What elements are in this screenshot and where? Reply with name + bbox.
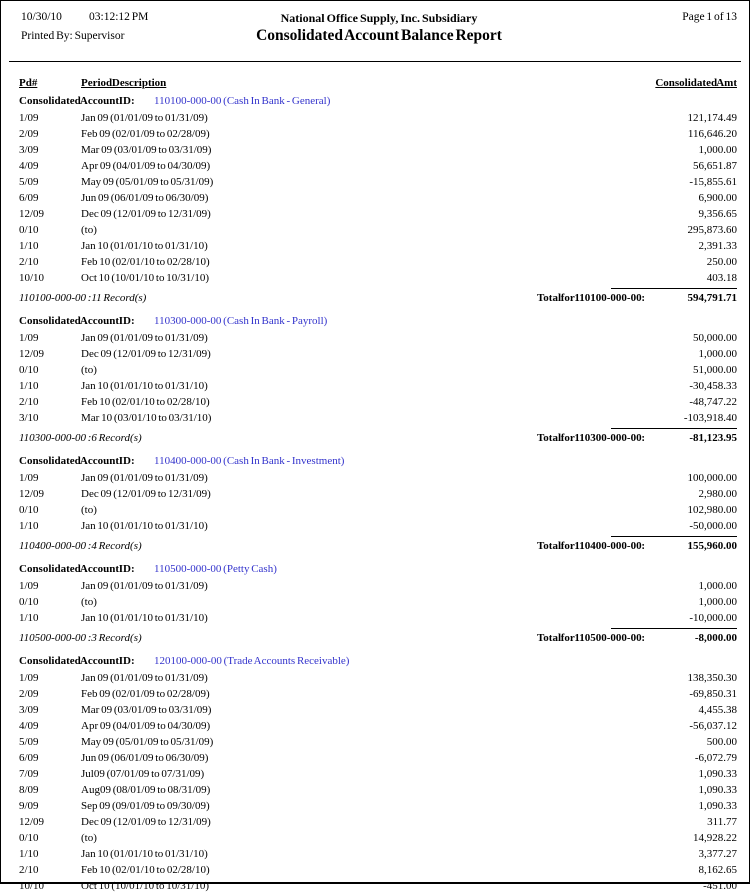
period-row [1,270,749,286]
period-row [1,518,749,534]
account-description: (Cash In Bank - General) [223,95,331,107]
period-row [1,610,749,626]
period-description: (to) [81,596,97,608]
period-description: Jan 10 (01/01/10 to 01/31/10) [81,520,208,532]
period-number: 1/09 [19,112,39,124]
period-row [1,346,749,362]
period-number: 12/09 [19,816,45,828]
consolidated-amount: -15,855.61 [689,176,737,188]
record-count: 110100-000-00 :11 Record(s) [19,292,147,304]
account-link[interactable] [154,561,737,578]
total-amount: 155,960.00 [687,540,737,552]
account-header [1,653,749,670]
account-description: (Cash In Bank - Payroll) [223,315,328,327]
period-number: 0/10 [19,364,39,376]
consolidated-amount: -103,918.40 [683,412,737,424]
period-number: 2/10 [19,864,39,876]
total-amount: -8,000.00 [694,632,737,644]
period-description: May 09 (05/01/09 to 05/31/09) [81,176,214,188]
consolidated-amount: 121,174.49 [687,112,737,124]
period-description: (to) [81,832,97,844]
period-number: 1/09 [19,580,39,592]
period-row [1,486,749,502]
account-section [1,313,749,446]
period-number: 12/09 [19,348,45,360]
account-id-label: Consolidated Account ID: [19,655,135,667]
period-row [1,206,749,222]
consolidated-amount: 8,162.65 [698,864,737,876]
period-description: Jul09 (07/01/09 to 07/31/09) [81,768,205,780]
account-id: 110300-000-00 [154,315,222,327]
period-number: 2/09 [19,688,39,700]
period-number: 2/09 [19,128,39,140]
period-number: 1/10 [19,848,39,860]
period-number: 6/09 [19,752,39,764]
period-description: Mar 09 (03/01/09 to 03/31/09) [81,144,212,156]
consolidated-amount: -10,000.00 [689,612,737,624]
period-description: Jan 09 (01/01/09 to 01/31/09) [81,332,208,344]
period-number: 0/10 [19,504,39,516]
section-total-row [1,627,749,646]
period-number: 3/09 [19,704,39,716]
account-header [1,453,749,470]
account-description: (Petty Cash) [223,563,277,575]
consolidated-amount: 50,000.00 [693,332,737,344]
consolidated-amount: 6,900.00 [698,192,737,204]
consolidated-amount: 403.18 [706,272,737,284]
period-row [1,686,749,702]
consolidated-amount: -56,037.12 [689,720,737,732]
total-label: Total for 110500-000-00 : [536,632,645,644]
period-row [1,502,749,518]
section-total-row [1,535,749,554]
account-id-label: Consolidated Account ID: [19,95,135,107]
period-row [1,734,749,750]
period-description: (to) [81,224,97,236]
account-header [1,561,749,578]
account-id-label: Consolidated Account ID: [19,563,135,575]
printed-by: Printed By: Supervisor [21,30,125,42]
consolidated-amount: 4,455.38 [698,704,737,716]
record-count: 110300-000-00 :6 Record(s) [19,432,142,444]
period-number: 6/09 [19,192,39,204]
period-number: 2/10 [19,396,39,408]
period-description: Jun 09 (06/01/09 to 06/30/09) [81,752,209,764]
period-number: 5/09 [19,736,39,748]
period-row [1,750,749,766]
period-row [1,126,749,142]
period-row [1,594,749,610]
period-number: 3/10 [19,412,39,424]
consolidated-amount: -30,458.33 [689,380,737,392]
period-description: Jan 10 (01/01/10 to 01/31/10) [81,380,208,392]
header-divider [9,61,741,62]
period-description: Jan 10 (01/01/10 to 01/31/10) [81,612,208,624]
account-id-label: Consolidated Account ID: [19,455,135,467]
account-id: 110500-000-00 [154,563,222,575]
consolidated-amount: 9,356.65 [698,208,737,220]
period-description: Apr 09 (04/01/09 to 04/30/09) [81,720,211,732]
period-number: 1/09 [19,672,39,684]
period-number: 10/10 [19,880,45,892]
period-row [1,830,749,846]
consolidated-amount: 1,090.33 [698,768,737,780]
account-description: (Trade Accounts Receivable) [223,655,350,667]
account-link[interactable] [154,453,737,470]
account-header [1,313,749,330]
period-description: Oct 10 (10/01/10 to 10/31/10) [81,880,209,892]
period-description: Dec 09 (12/01/09 to 12/31/09) [81,488,211,500]
header-line-2 [21,27,737,49]
period-number: 0/10 [19,224,39,236]
account-header [1,93,749,110]
report-title: Consolidated Account Balance Report [256,27,502,44]
period-row [1,362,749,378]
consolidated-amount: 51,000.00 [693,364,737,376]
period-row [1,862,749,878]
period-description: May 09 (05/01/09 to 05/31/09) [81,736,214,748]
period-description: Feb 10 (02/01/10 to 02/28/10) [81,396,210,408]
consolidated-amount: 1,000.00 [698,580,737,592]
consolidated-amount: 500.00 [706,736,737,748]
period-row [1,238,749,254]
period-row [1,110,749,126]
period-row [1,158,749,174]
period-row [1,702,749,718]
period-number: 1/09 [19,332,39,344]
period-number: 1/10 [19,520,39,532]
consolidated-amount: -451.00 [703,880,737,892]
account-id: 110100-000-00 [154,95,222,107]
period-row [1,782,749,798]
period-row [1,190,749,206]
column-header-pd: Pd# [19,77,38,89]
period-description: Feb 10 (02/01/10 to 02/28/10) [81,256,210,268]
consolidated-amount: -48,747.22 [689,396,737,408]
total-label: Total for 110300-000-00 : [536,432,645,444]
consolidated-amount: 14,928.22 [693,832,737,844]
period-row [1,670,749,686]
record-count: 110500-000-00 :3 Record(s) [19,632,142,644]
consolidated-amount: 3,377.27 [698,848,737,860]
account-link[interactable] [154,653,737,670]
consolidated-amount: 1,000.00 [698,348,737,360]
period-row [1,846,749,862]
period-description: Jan 09 (01/01/09 to 01/31/09) [81,472,208,484]
period-description: Jan 10 (01/01/10 to 01/31/10) [81,848,208,860]
period-description: Jan 10 (01/01/10 to 01/31/10) [81,240,208,252]
period-number: 0/10 [19,596,39,608]
account-link[interactable] [154,313,737,330]
print-date: 10/30/10 [21,11,62,23]
period-row [1,142,749,158]
period-row [1,578,749,594]
column-headers [1,75,749,91]
period-row [1,814,749,830]
period-description: Feb 09 (02/01/09 to 02/28/09) [81,688,210,700]
period-description: Jan 09 (01/01/09 to 01/31/09) [81,672,208,684]
record-count: 110400-000-00 :4 Record(s) [19,540,142,552]
period-description: Jan 09 (01/01/09 to 01/31/09) [81,580,208,592]
period-description: Dec 09 (12/01/09 to 12/31/09) [81,348,211,360]
period-number: 1/09 [19,472,39,484]
consolidated-amount: 116,646.20 [687,128,737,140]
period-row [1,222,749,238]
consolidated-amount: 1,090.33 [698,784,737,796]
period-row [1,410,749,426]
total-label: Total for 110100-000-00 : [536,292,645,304]
period-number: 12/09 [19,488,45,500]
total-divider [611,536,737,537]
account-description: (Cash In Bank - Investment) [223,455,345,467]
period-number: 5/09 [19,176,39,188]
consolidated-amount: 1,090.33 [698,800,737,812]
period-number: 3/09 [19,144,39,156]
total-divider [611,428,737,429]
consolidated-amount: 295,873.60 [687,224,737,236]
total-amount: 594,791.71 [687,292,737,304]
report-header [1,11,749,49]
consolidated-amount: 1,000.00 [698,144,737,156]
period-row [1,470,749,486]
period-number: 9/09 [19,800,39,812]
period-number: 7/09 [19,768,39,780]
period-description: (to) [81,504,97,516]
consolidated-amount: 56,651.87 [693,160,737,172]
account-section [1,653,749,894]
period-number: 4/09 [19,720,39,732]
consolidated-amount: 250.00 [706,256,737,268]
consolidated-amount: 311.77 [707,816,737,828]
total-amount: -81,123.95 [689,432,737,444]
period-row [1,798,749,814]
consolidated-amount: -69,850.31 [689,688,737,700]
period-description: (to) [81,364,97,376]
report-body [1,93,749,894]
consolidated-amount: 2,391.33 [698,240,737,252]
period-row [1,378,749,394]
period-description: Feb 10 (02/01/10 to 02/28/10) [81,864,210,876]
account-id: 120100-000-00 [154,655,222,667]
consolidated-amount: 102,980.00 [687,504,737,516]
period-description: Jun 09 (06/01/09 to 06/30/09) [81,192,209,204]
consolidated-amount: 138,350.30 [687,672,737,684]
account-section [1,561,749,646]
period-number: 0/10 [19,832,39,844]
print-time: 03:12:12 PM [89,11,149,23]
consolidated-amount: 2,980.00 [698,488,737,500]
period-number: 1/10 [19,612,39,624]
period-row [1,254,749,270]
period-description: Aug09 (08/01/09 to 08/31/09) [81,784,211,796]
account-id: 110400-000-00 [154,455,222,467]
account-id-label: Consolidated Account ID: [19,315,135,327]
total-label: Total for 110400-000-00 : [536,540,645,552]
period-row [1,330,749,346]
column-header-description: Period Description [81,77,167,89]
period-number: 1/10 [19,380,39,392]
period-description: Dec 09 (12/01/09 to 12/31/09) [81,208,211,220]
period-description: Sep 09 (09/01/09 to 09/30/09) [81,800,210,812]
period-description: Dec 09 (12/01/09 to 12/31/09) [81,816,211,828]
section-total-row [1,287,749,306]
section-total-row [1,427,749,446]
account-link[interactable] [154,93,737,110]
period-description: Oct 10 (10/01/10 to 10/31/10) [81,272,209,284]
period-description: Feb 09 (02/01/09 to 02/28/09) [81,128,210,140]
period-row [1,394,749,410]
consolidated-amount: -50,000.00 [689,520,737,532]
period-row [1,766,749,782]
company-name: National Office Supply, Inc. Subsidiary [280,11,478,25]
period-number: 4/09 [19,160,39,172]
header-line-1 [21,11,737,27]
period-number: 2/10 [19,256,39,268]
period-number: 12/09 [19,208,45,220]
total-divider [611,288,737,289]
page-number: Page 1 of 13 [682,11,737,23]
consolidated-amount: 100,000.00 [687,472,737,484]
column-header-amount: Consolidated Amt [655,77,737,89]
period-number: 10/10 [19,272,45,284]
period-description: Apr 09 (04/01/09 to 04/30/09) [81,160,211,172]
period-number: 1/10 [19,240,39,252]
account-section [1,93,749,306]
account-section [1,453,749,554]
period-row [1,174,749,190]
period-description: Jan 09 (01/01/09 to 01/31/09) [81,112,208,124]
consolidated-amount: 1,000.00 [698,596,737,608]
period-number: 8/09 [19,784,39,796]
period-row [1,878,749,894]
consolidated-amount: -6,072.79 [694,752,737,764]
period-description: Mar 09 (03/01/09 to 03/31/09) [81,704,212,716]
period-row [1,718,749,734]
total-divider [611,628,737,629]
period-description: Mar 10 (03/01/10 to 03/31/10) [81,412,212,424]
